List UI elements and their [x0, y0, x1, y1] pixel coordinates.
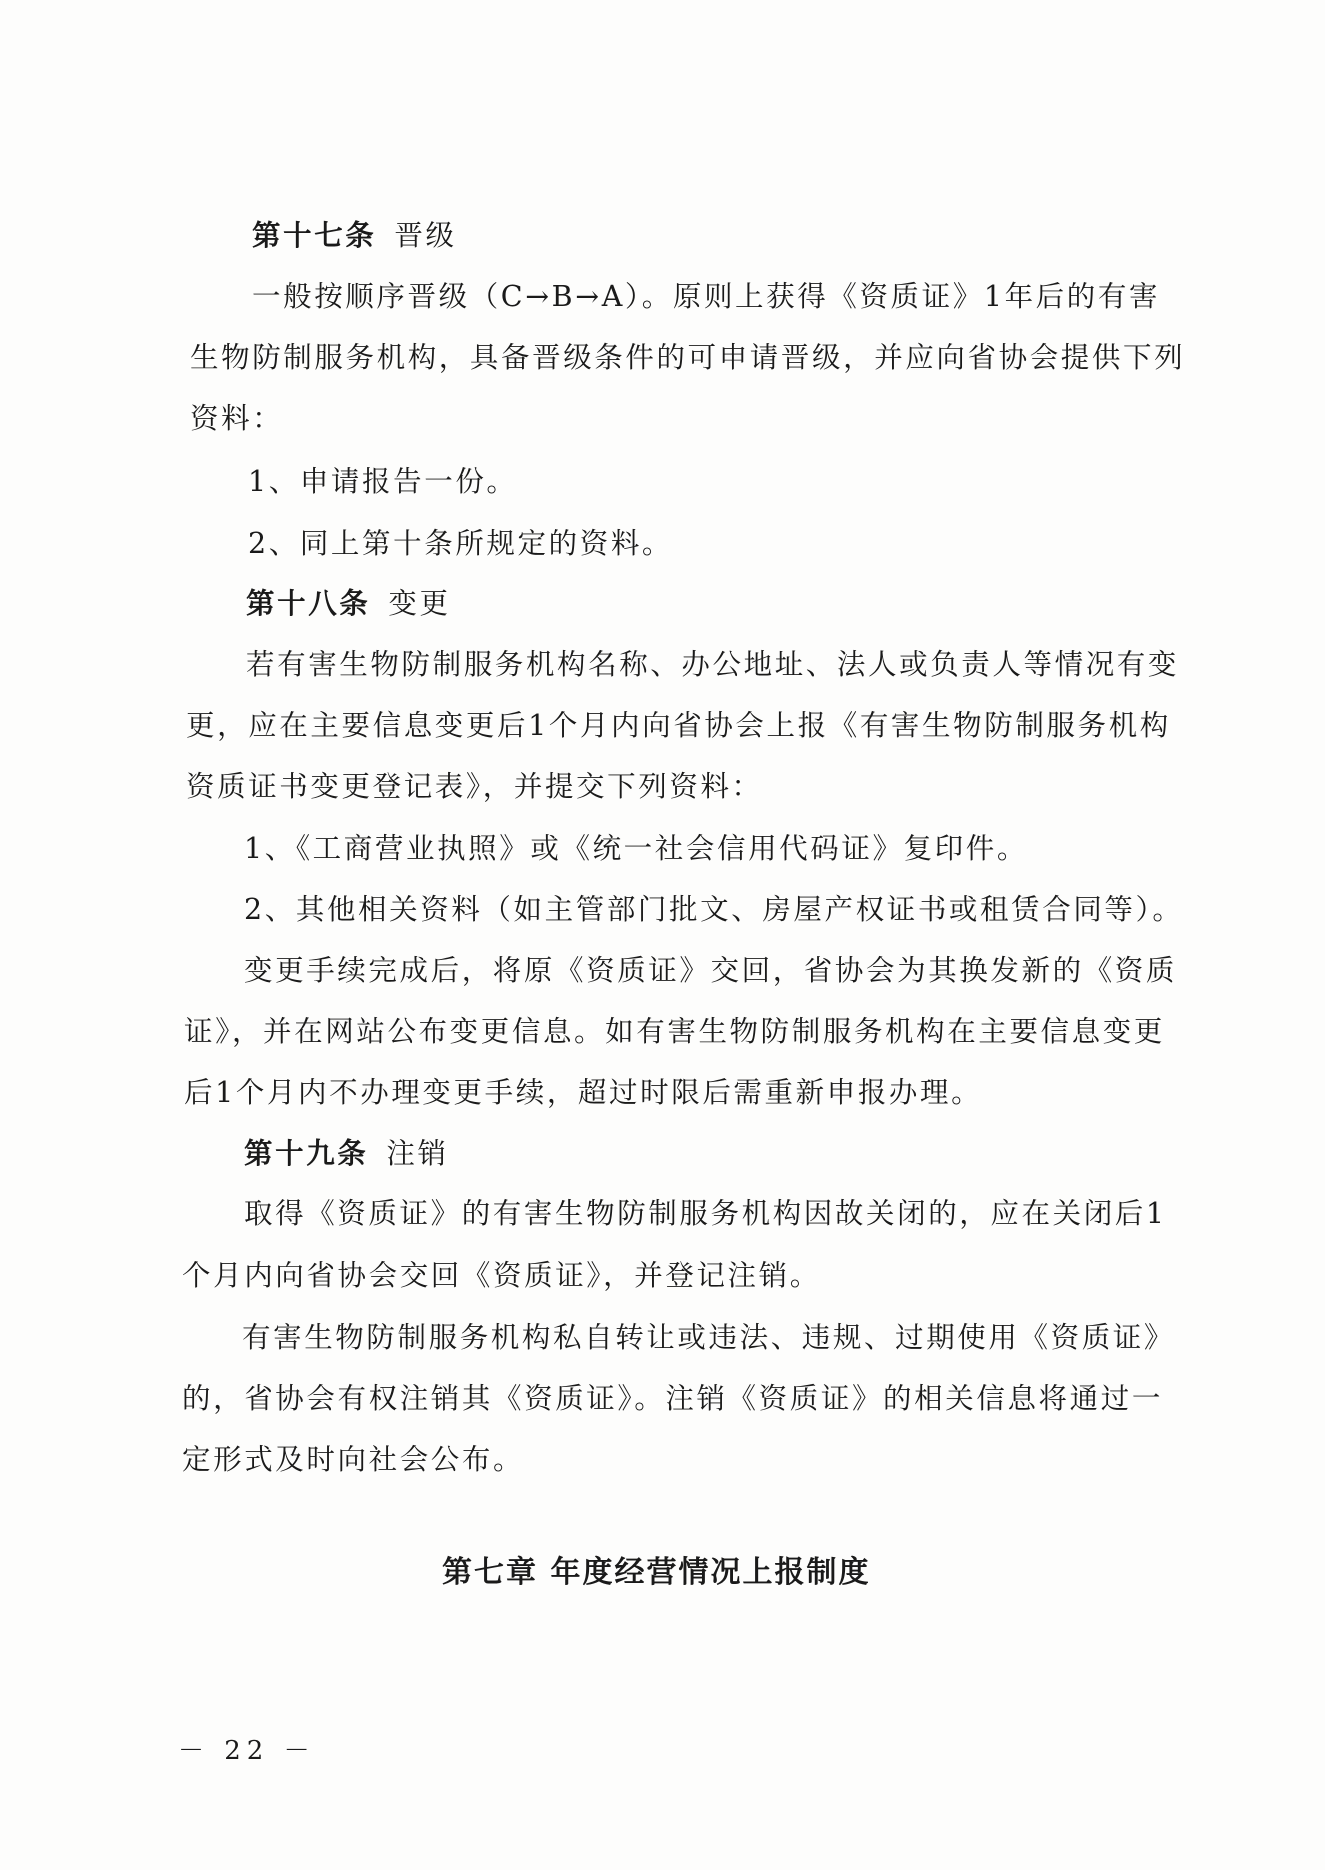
article-17-item2: 2、同上第十条所规定的资料。: [248, 527, 674, 560]
article-17-label: 第十七条: [252, 219, 377, 252]
article-17-item1: 1、申请报告一份。: [248, 465, 518, 498]
article-18-para1-line3: 资质证书变更登记表》，并提交下列资料：: [186, 770, 763, 803]
article-17-para1-line3: 资料：: [190, 402, 284, 435]
article-19-para2-line2: 的，省协会有权注销其《资质证》。注销《资质证》的相关信息将通过一: [182, 1382, 1163, 1415]
article-18-title: 变更: [388, 587, 451, 620]
article-18-para1-line1: 若有害生物防制服务机构名称、办公地址、法人或负责人等情况有变: [246, 648, 1180, 681]
article-19-label: 第十九条: [244, 1137, 369, 1170]
article-19-title: 注销: [386, 1137, 449, 1170]
article-18-label: 第十八条: [246, 587, 371, 620]
article-19-para1-line1: 取得《资质证》的有害生物防制服务机构因故关闭的，应在关闭后1: [244, 1197, 1167, 1230]
article-18-para2-line1: 变更手续完成后，将原《资质证》交回，省协会为其换发新的《资质: [244, 954, 1178, 987]
chapter-7-title: 第七章 年度经营情况上报制度: [442, 1555, 871, 1590]
article-18-para2-line3: 后1个月内不办理变更手续，超过时限后需重新申报办理。: [184, 1076, 983, 1109]
page-number: － 22 －: [178, 1736, 316, 1766]
article-18-para2-line2: 证》，并在网站公布变更信息。如有害生物防制服务机构在主要信息变更: [184, 1015, 1165, 1048]
article-18-heading: [246, 587, 451, 620]
article-19-para2-line3: 定形式及时向社会公布。: [182, 1443, 525, 1476]
article-18-item2: 2、其他相关资料（如主管部门批文、房屋产权证书或租赁合同等）。: [244, 893, 1184, 926]
article-17-para1-line2: 生物防制服务机构，具备晋级条件的可申请晋级，并应向省协会提供下列: [190, 341, 1186, 374]
article-17-title: 晋级: [394, 219, 457, 252]
article-19-para2-line1: 有害生物防制服务机构私自转让或违法、违规、过期使用《资质证》: [242, 1321, 1176, 1354]
article-19-para1-line2: 个月内向省协会交回《资质证》，并登记注销。: [182, 1259, 821, 1292]
article-18-item1: 1、《工商营业执照》或《统一社会信用代码证》复印件。: [244, 832, 1028, 865]
article-17-heading: [252, 219, 457, 252]
article-19-heading: [244, 1137, 449, 1170]
article-18-para1-line2: 更，应在主要信息变更后1个月内向省协会上报《有害生物防制服务机构: [186, 709, 1171, 742]
article-17-para1-line1: 一般按顺序晋级（C→B→A）。原则上获得《资质证》1年后的有害: [252, 280, 1161, 313]
